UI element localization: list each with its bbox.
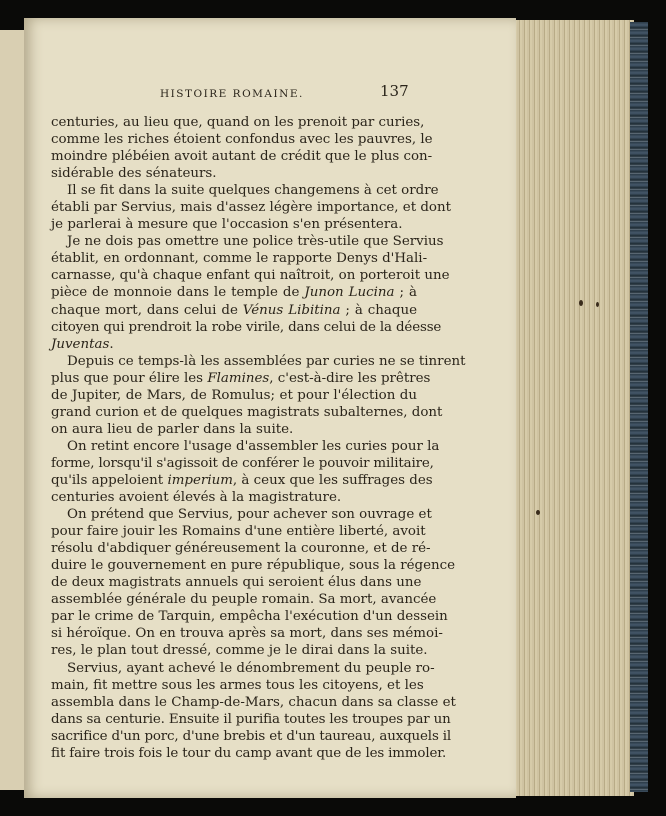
- text-line: centuries, au lieu que, quand on les prenoit par curies,: [51, 115, 425, 130]
- body-text: [51, 114, 466, 762]
- text-line: assembla dans le Champ-de-Mars, chacun dans sa classe et: [51, 694, 456, 710]
- text-line: Servius, ayant achevé le dénombrement du peuple ro-: [67, 660, 435, 676]
- text-line: forme, lorsqu'il s'agissoit de conférer le pouvoir militaire,: [51, 455, 434, 471]
- text-line: de deux magistrats annuels qui seroient élus dans une: [51, 575, 422, 591]
- text-line: citoyen qui prendroit la robe virile, dans celui de la déesse: [51, 319, 442, 335]
- book-page: [24, 18, 516, 798]
- text-line: Juventas.: [51, 336, 114, 352]
- text-line: établit, en ordonnant, comme le rapporte Denys d'Hali-: [51, 251, 428, 267]
- book-cover-edge: [630, 22, 648, 792]
- foxing-spot: [536, 510, 540, 515]
- text-line: je parlerai à mesure que l'occasion s'en présentera.: [51, 217, 403, 233]
- text-line: établi par Servius, mais d'assez légère importance, et dont: [51, 200, 451, 216]
- book-fore-edge: [512, 20, 634, 796]
- foxing-spot: [596, 302, 599, 307]
- text-line: fit faire trois fois le tour du camp avant que de les immoler.: [51, 745, 447, 761]
- text-line: res, le plan tout dressé, comme je le dirai dans la suite.: [51, 643, 428, 659]
- text-line: qu'ils appeloient imperium, à ceux que les suffrages des: [51, 472, 433, 488]
- text-line: On prétend que Servius, pour achever son ouvrage et: [67, 507, 432, 523]
- text-line: par le crime de Tarquin, empêcha l'exécution d'un dessein: [51, 609, 448, 625]
- text-line: duire le gouvernement en pure république, sous la régence: [51, 558, 456, 574]
- text-line: résolu d'abdiquer généreusement la couronne, et de ré-: [51, 541, 431, 557]
- text-line: centuries avoient élevés à la magistrature.: [51, 490, 342, 506]
- running-head-title: HISTOIRE ROMAINE.: [160, 88, 304, 100]
- text-line: moindre plébéien avoit autant de crédit que le plus con-: [51, 149, 433, 165]
- text-line: sidérable des sénateurs.: [51, 166, 217, 182]
- text-line: pour faire jouir les Romains d'une entière liberté, avoit: [51, 524, 426, 540]
- foxing-spot: [579, 300, 583, 306]
- text-line: pièce de monnoie dans le temple de Junon Lucina ; à: [51, 285, 417, 301]
- text-line: de Jupiter, de Mars, de Romulus; et pour l'élection du: [51, 387, 417, 403]
- text-line: sacrifice d'un porc, d'une brebis et d'un taureau, auxquels il: [51, 728, 452, 744]
- text-line: chaque mort, dans celui de Vénus Libitina ; à chaque: [51, 302, 417, 318]
- text-line: Je ne dois pas omettre une police très-utile que Servius: [67, 234, 444, 250]
- text-line: On retint encore l'usage d'assembler les curies pour la: [67, 438, 440, 454]
- text-line: on aura lieu de parler dans la suite.: [51, 421, 294, 437]
- text-line: Il se fit dans la suite quelques changemens à cet ordre: [67, 183, 439, 199]
- text-line: carnasse, qu'à chaque enfant qui naîtroit, on porteroit une: [51, 268, 450, 284]
- text-line: Depuis ce temps-là les assemblées par curies ne se tinrent: [67, 353, 466, 369]
- page-number: 137: [380, 82, 409, 100]
- text-line: comme les riches étoient confondus avec les pauvres, le: [51, 132, 433, 148]
- text-line: main, fit mettre sous les armes tous les citoyens, et les: [51, 677, 424, 693]
- text-line: grand curion et de quelques magistrats subalternes, dont: [51, 404, 443, 420]
- text-line: dans sa centurie. Ensuite il purifia toutes les troupes par un: [51, 711, 451, 727]
- text-line: si héroïque. On en trouva après sa mort, dans ses mémoi-: [51, 626, 443, 642]
- text-line: assemblée générale du peuple romain. Sa mort, avancée: [51, 592, 437, 608]
- text-line: plus que pour élire les Flamines, c'est-à-dire les prêtres: [51, 370, 431, 386]
